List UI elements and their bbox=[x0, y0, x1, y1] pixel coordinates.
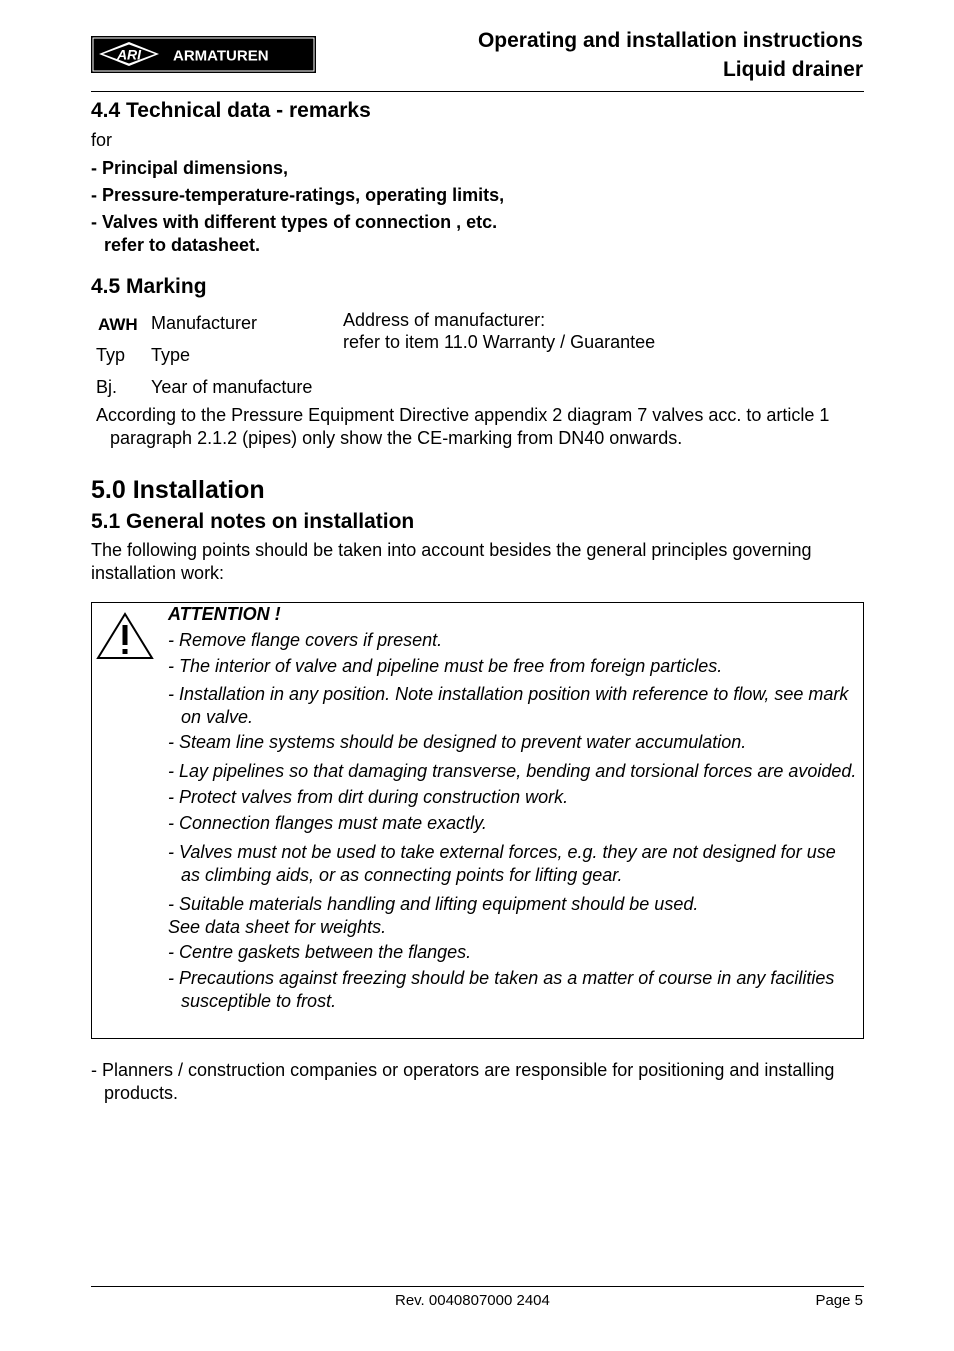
section-5-1-heading: 5.1 General notes on installation bbox=[91, 510, 415, 533]
attention-title: ATTENTION ! bbox=[168, 604, 281, 624]
attention-item: - Valves must not be used to take external forces, e.g. they are not designed for use as climbing aids, or as connecting points for lifting gear. bbox=[168, 842, 836, 885]
attention-list bbox=[168, 629, 858, 1013]
logo-brand-text: ARMATUREN bbox=[173, 47, 269, 65]
warning-icon bbox=[96, 612, 154, 665]
section-4-5-heading: 4.5 Marking bbox=[91, 275, 207, 298]
document-title-line1: Operating and installation instructions bbox=[477, 29, 863, 52]
tech-item-connections: - Valves with different types of connection , etc. bbox=[91, 212, 498, 232]
tech-item-ratings: - Pressure-temperature-ratings, operating limits, bbox=[91, 185, 505, 205]
marking-code-bj: Bj. bbox=[96, 377, 118, 397]
attention-item: - Protect valves from dirt during construction work. bbox=[168, 787, 569, 807]
section-4-4-heading: 4.4 Technical data - remarks bbox=[91, 99, 371, 122]
ce-marking-note: According to the Pressure Equipment Directive appendix 2 diagram 7 valves acc. to article 1 paragraph 2.1.2 (pipes) only show the CE-marking from DN40 onwards. bbox=[96, 405, 830, 448]
footer-divider bbox=[91, 1286, 864, 1287]
document-title-line2: Liquid drainer bbox=[722, 58, 863, 81]
marking-code-awh: AWH bbox=[98, 315, 138, 334]
attention-weights-note bbox=[168, 916, 858, 939]
weights-note-text: See data sheet for weights. bbox=[168, 917, 387, 937]
attention-item: - Suitable materials handling and lifting equipment should be used. bbox=[168, 894, 699, 914]
marking-label-type: Type bbox=[151, 345, 191, 365]
attention-item: - Installation in any position. Note installation position with reference to flow, see mark on valve. bbox=[168, 684, 849, 727]
document-title bbox=[478, 26, 863, 84]
attention-item: - Remove flange covers if present. bbox=[168, 630, 443, 650]
manufacturer-address-ref: refer to item 11.0 Warranty / Guarantee bbox=[343, 332, 656, 352]
planners-note: - Planners / construction companies or operators are responsible for positioning and installing products. bbox=[91, 1060, 835, 1103]
attention-item: - The interior of valve and pipeline must be free from foreign particles. bbox=[168, 656, 723, 676]
logo-mark-text: ARI bbox=[116, 46, 142, 63]
section-4-4-for: for bbox=[91, 130, 113, 150]
header-divider bbox=[91, 91, 864, 92]
attention-item: - Precautions against freezing should be taken as a matter of course in any facilities susceptible to frost. bbox=[168, 968, 835, 1011]
section-5-0-heading: 5.0 Installation bbox=[91, 476, 265, 504]
installation-intro: The following points should be taken into account besides the general principles governing installation work: bbox=[91, 540, 812, 583]
footer-revision: Rev. 0040807000 2404 bbox=[395, 1292, 550, 1309]
marking-label-manufacturer: Manufacturer bbox=[151, 313, 258, 333]
attention-item: - Centre gaskets between the flanges. bbox=[168, 942, 472, 962]
ari-armaturen-logo bbox=[91, 36, 316, 73]
attention-item: - Steam line systems should be designed to prevent water accumulation. bbox=[168, 732, 747, 752]
manufacturer-address-label: Address of manufacturer: bbox=[343, 310, 546, 330]
marking-code-typ: Typ bbox=[96, 345, 126, 365]
tech-item-refer: refer to datasheet. bbox=[104, 235, 261, 255]
attention-item: - Connection flanges must mate exactly. bbox=[168, 813, 487, 833]
marking-label-year: Year of manufacture bbox=[151, 377, 313, 397]
tech-item-dimensions: - Principal dimensions, bbox=[91, 158, 289, 178]
footer-page-number: Page 5 bbox=[815, 1292, 863, 1309]
attention-item: - Lay pipelines so that damaging transverse, bending and torsional forces are avoided. bbox=[168, 761, 857, 781]
